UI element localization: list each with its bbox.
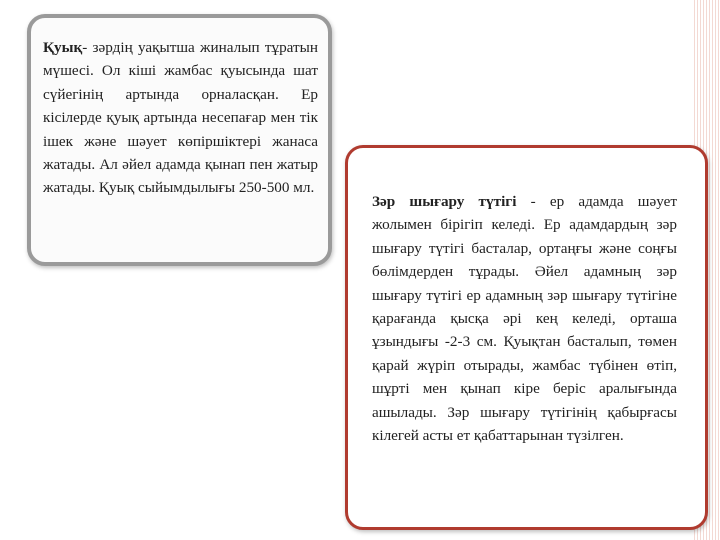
bladder-term: Қуық: [43, 39, 83, 56]
urethra-description: - ер адамда шәует жолымен бірігіп келеді. Ер адамдардың зәр шығару түтігі басталар, ортаңғы және соңғы бөлімдерден тұрады. Әйел адамның зәр шығару түтігі ер адамның зәр шығару түтігіне қарағанда қысқа әрі кең келеді, орташа ұзындығы -2-3 см. Қуықтан басталып, төмен қарай жүріп отырады, жамбас түбінен өтіп, шұрті мен қынап кіре беріс аралығында ашылады. Зәр шығару түтігінің қабырғасы кілегей асты ет қабаттарынан түзілген.: [372, 193, 677, 445]
urethra-paragraph: [372, 190, 677, 447]
urethra-term: Зәр шығару түтігі: [372, 193, 517, 210]
bladder-text-box: [27, 14, 332, 266]
urethra-text-box: [345, 145, 708, 530]
bladder-paragraph: [43, 36, 318, 200]
bladder-description: - зәрдің уақытша жиналып тұратын мүшесі. Ол кіші жамбас қуысында шат сүйегінің артында орналасқан. Ер кісілерде қуық артында несепағар мен тік ішек және шәует көпіршіктері жанаса жатады. Ал әйел адамда қынап пен жатыр жатады. Қуық сыйымдылығы 250-500 мл.: [43, 39, 318, 197]
